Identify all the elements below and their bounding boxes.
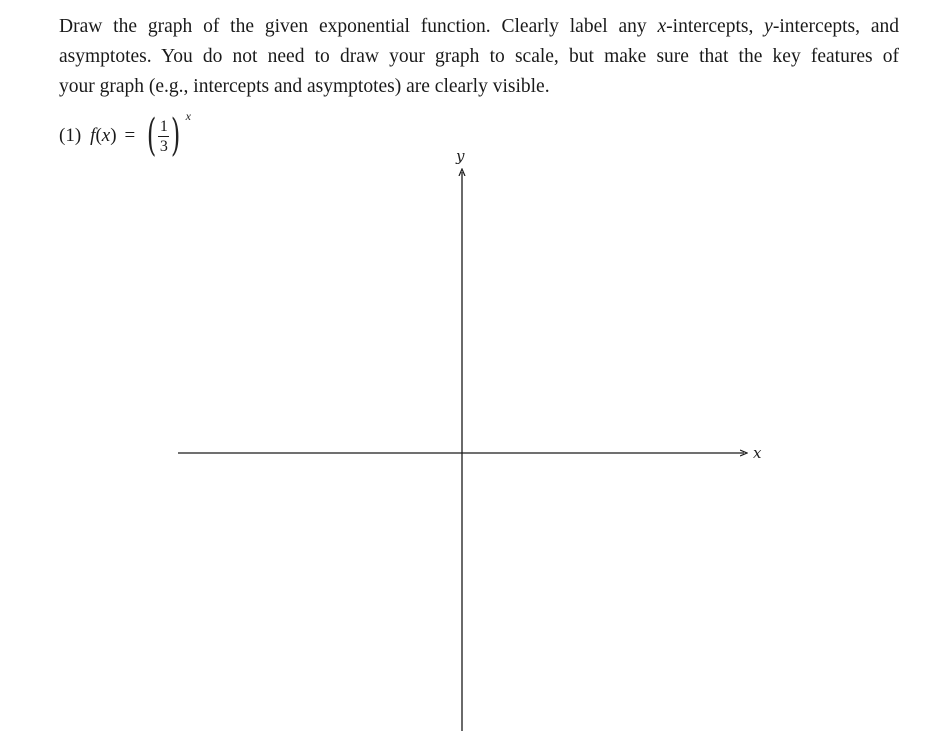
- left-big-paren: (: [147, 110, 157, 161]
- function-argument: x: [101, 125, 111, 146]
- exponent: x: [185, 108, 191, 123]
- instructions-y-variable: y: [764, 16, 773, 37]
- function-name: f: [90, 125, 96, 146]
- open-paren: (: [95, 125, 102, 146]
- close-paren: ): [110, 125, 117, 146]
- right-big-paren: ): [171, 110, 181, 161]
- x-axis-label: x: [753, 444, 762, 462]
- instructions-line-2: asymptotes. You do not need to draw your graph to scale, but make sure that the key features of: [59, 46, 899, 67]
- instructions-line-1-part-c: -intercepts, and: [772, 16, 899, 37]
- base-denominator: 3: [159, 137, 168, 155]
- problem-number: (1): [59, 125, 82, 146]
- equals-sign: =: [124, 125, 136, 146]
- instructions-line-3: your graph (e.g., intercepts and asymptotes) are clearly visible.: [59, 76, 550, 97]
- instructions-line-1-part-a: Draw the graph of the given exponential function. Clearly label any: [59, 16, 658, 37]
- y-axis-label: y: [456, 147, 465, 165]
- base-numerator: 1: [159, 117, 168, 135]
- instructions-line-1-part-b: -intercepts,: [666, 16, 765, 37]
- instructions-x-variable: x: [657, 16, 667, 37]
